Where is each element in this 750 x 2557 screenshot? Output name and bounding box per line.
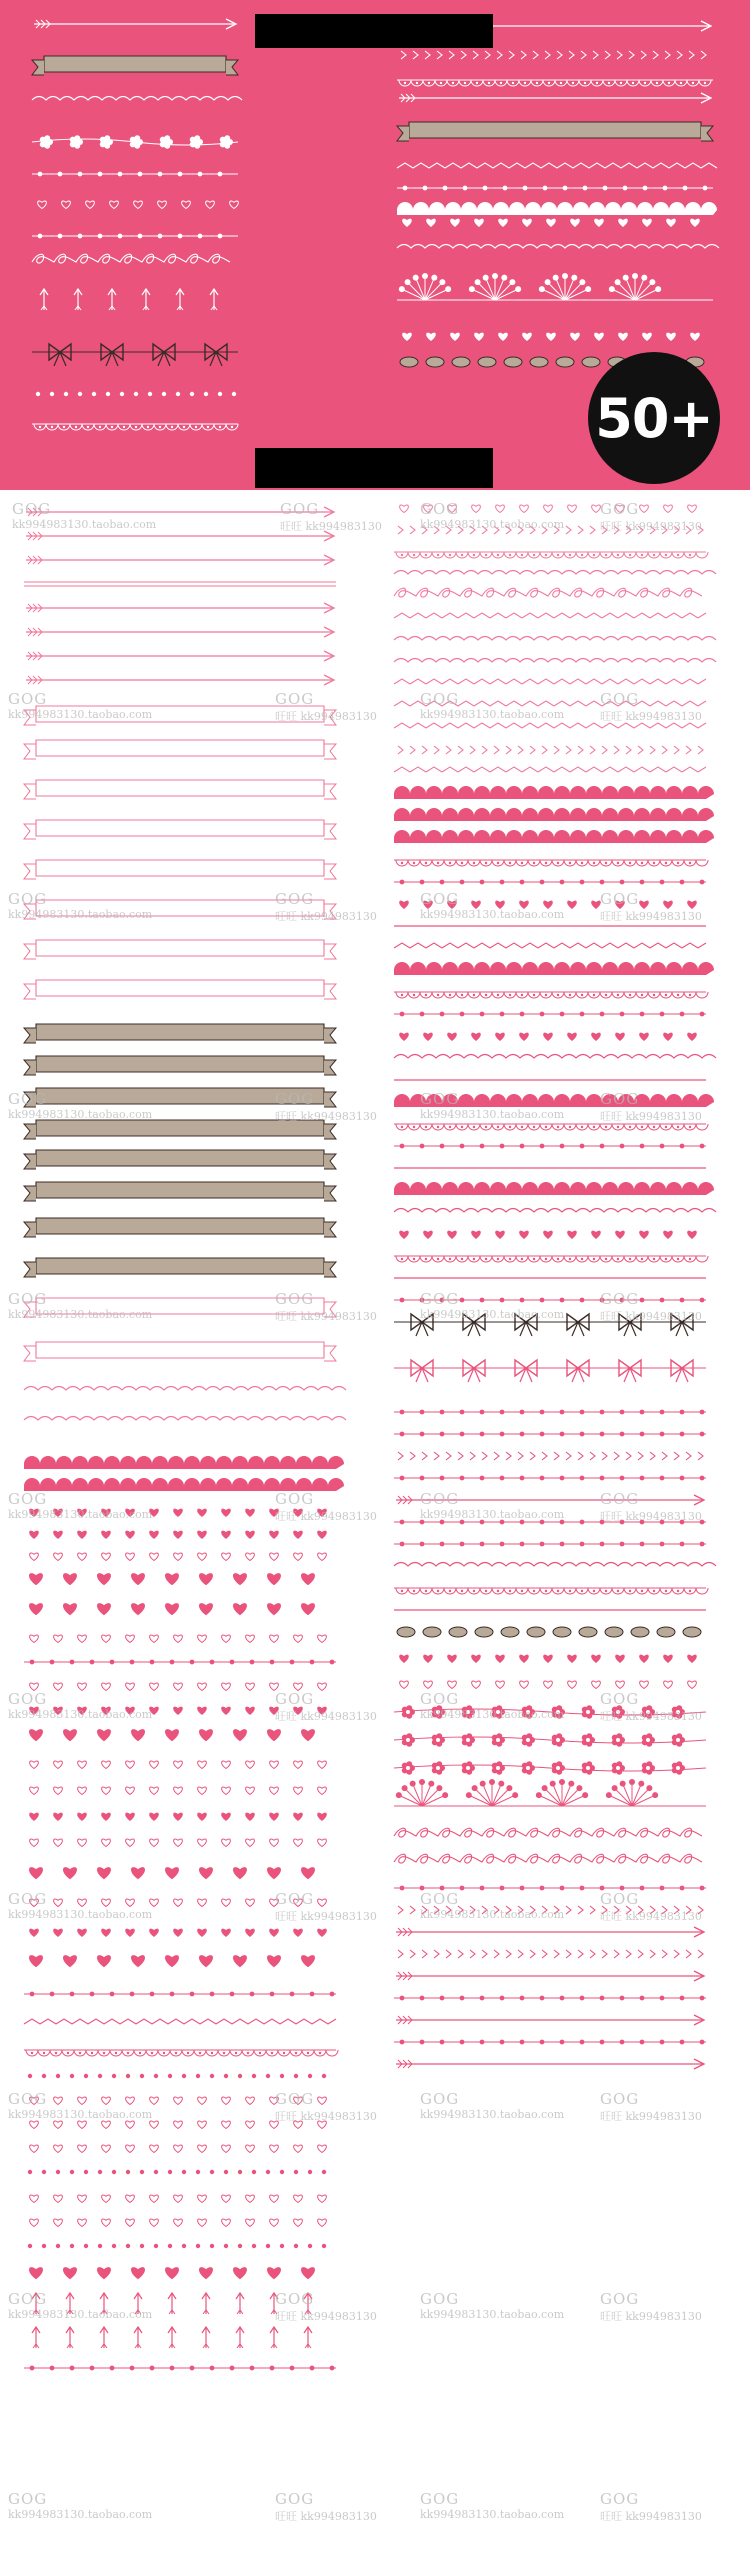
arrowsvert-61-border (32, 2327, 312, 2348)
swirl-4-border (394, 588, 702, 597)
hearts-24-border (399, 1033, 697, 1041)
leavestan-49-border (397, 1627, 701, 1637)
ribbonfill-18-border (24, 1088, 336, 1107)
watermark-shop: kk994983130.taobao.com (420, 908, 565, 921)
watermark-shop: kk994983130.taobao.com (8, 1508, 153, 1521)
hero-row (402, 219, 700, 227)
ribbonfill-17-border (24, 1056, 336, 1075)
dotsline-23-border (394, 1012, 706, 1017)
lace-50-border (24, 2050, 338, 2056)
ribbon-14-border (24, 940, 336, 959)
hero-zigzag-6-border (397, 163, 717, 168)
watermark-shop: kk994983130.taobao.com (420, 1708, 565, 1721)
watermark-shop: 旺旺 kk994983130 (600, 1310, 702, 1323)
flowers-53-border (394, 1733, 706, 1747)
watermark-shop: 旺旺 kk994983130 (280, 520, 382, 533)
heartsout-37-border (30, 1683, 327, 1691)
watermark-brand: GOG (275, 2290, 315, 2308)
watermark-shop: 旺旺 kk994983130 (275, 1310, 377, 1323)
scallop-13-border (394, 786, 714, 799)
hero-row (32, 234, 238, 239)
watermark-shop: kk994983130.taobao.com (420, 1108, 565, 1121)
watermark-shop: kk994983130.taobao.com (420, 2108, 565, 2121)
hero-row (397, 80, 713, 86)
catalog-left-column (22, 490, 372, 2557)
watermark-shop: 旺旺 kk994983130 (600, 2310, 702, 2323)
heartsout-43-border (30, 1839, 327, 1847)
watermark-brand: GOG (8, 1490, 48, 1508)
arrow-2-border (26, 555, 334, 565)
ribbonfill-23-border (24, 1258, 336, 1277)
hero-row (32, 254, 230, 263)
watermark-brand: GOG (420, 1490, 460, 1508)
ribbon-10-border (24, 780, 336, 799)
watermark-brand: GOG (275, 1890, 315, 1908)
arrow-64-border (396, 2015, 704, 2025)
watermark-shop: 旺旺 kk994983130 (600, 2110, 702, 2123)
watermark-brand: GOG (600, 890, 640, 908)
scallop-21-border (394, 962, 714, 975)
hero-row (36, 392, 236, 396)
watermark-shop: kk994983130.taobao.com (8, 2508, 153, 2521)
hero-column (397, 21, 719, 367)
watermark-shop: 旺旺 kk994983130 (600, 1710, 702, 1723)
arrowsvert-60-border (32, 2293, 312, 2314)
watermark-shop: 旺旺 kk994983130 (275, 1510, 377, 1523)
dotsline-36-border (24, 1660, 336, 1665)
watermark-shop: 旺旺 kk994983130 (600, 2510, 702, 2523)
hero-bows-10-border (32, 344, 238, 366)
hero-row (32, 56, 238, 75)
hero-row (402, 333, 700, 341)
wave-26-border (24, 1387, 346, 1391)
dotsline-40-border (394, 1432, 706, 1437)
watermark-shop: kk994983130.taobao.com (420, 1508, 565, 1521)
watermark-brand: GOG (8, 1090, 48, 1108)
bigheartsfill-59-border (29, 2267, 315, 2279)
redaction-bar-bottom (255, 448, 493, 488)
hero-lace-12-border (32, 424, 238, 430)
zigzag-8-border (394, 679, 706, 684)
hero-dotsline-7-border (397, 186, 713, 191)
watermark-brand: GOG (275, 1490, 315, 1508)
watermark-brand: GOG (8, 890, 48, 908)
scallop-14-border (394, 808, 714, 821)
watermark-shop: kk994983130.taobao.com (420, 2508, 565, 2521)
watermark-brand: GOG (420, 1290, 460, 1308)
hero-arrowsvert-9-border (40, 289, 218, 310)
watermark-shop: kk994983130.taobao.com (8, 1308, 153, 1321)
lace-16-border (394, 860, 708, 866)
arrow-7-border (26, 675, 334, 685)
dotsline-42-border (394, 1476, 706, 1481)
lace-22-border (394, 992, 708, 998)
watermark-brand: GOG (420, 2290, 460, 2308)
hero-row (397, 245, 719, 249)
watermark-shop: 旺旺 kk994983130 (275, 1110, 377, 1123)
heartsout-0-border (400, 505, 697, 513)
watermark-brand: GOG (8, 2490, 48, 2508)
hearts-30-border (29, 1509, 327, 1517)
dotsline-45-border (394, 1542, 706, 1547)
hero-row (397, 163, 717, 168)
bigheartsfill-44-border (29, 1867, 315, 1879)
hearts-50-border (399, 1655, 697, 1663)
hero-ribbonfill-2-border (32, 56, 238, 75)
hearts-42-border (29, 1813, 327, 1821)
ribbon-11-border (24, 820, 336, 839)
dotsline-63-border (394, 1996, 706, 2001)
hero-heartsout-6-border (38, 201, 239, 209)
hero-row (40, 289, 218, 310)
arrow-6-border (26, 651, 334, 661)
zigzag-49-border (24, 2019, 336, 2024)
watermark-brand: GOG (275, 2090, 315, 2108)
heartsout-54-border (30, 2145, 327, 2153)
arrow-4-border (26, 603, 334, 613)
watermark-brand: GOG (12, 500, 52, 518)
heartsout-40-border (30, 1761, 327, 1769)
hero-scallop-8-border (397, 202, 717, 215)
dotsline-17-border (394, 880, 706, 885)
watermark-brand: GOG (600, 1290, 640, 1308)
wave-7-border (394, 659, 716, 663)
heartsout-45-border (30, 1899, 327, 1907)
watermark-brand: GOG (275, 1690, 315, 1708)
ribbonfill-19-border (24, 1120, 336, 1139)
count-badge (588, 352, 720, 484)
watermark-brand: GOG (275, 1090, 315, 1108)
hero-column (32, 19, 242, 430)
hero-dotsonly-11-border (36, 392, 236, 396)
watermark-brand: GOG (8, 2290, 48, 2308)
dotsline-29-border (394, 1144, 706, 1149)
hero-row (32, 172, 238, 177)
count-badge-text: 50+ (595, 386, 713, 450)
watermark-brand: GOG (420, 2090, 460, 2108)
watermark-shop: 旺旺 kk994983130 (600, 520, 702, 533)
watermark-shop: kk994983130.taobao.com (8, 908, 153, 921)
chevrons-41-border (398, 1452, 703, 1460)
ribbon-24-border (24, 1298, 336, 1317)
watermark-brand: GOG (420, 1090, 460, 1108)
watermark-shop: kk994983130.taobao.com (420, 2308, 565, 2321)
watermark-shop: 旺旺 kk994983130 (275, 2310, 377, 2323)
hero-fan-11-border (397, 273, 713, 300)
watermark-shop: kk994983130.taobao.com (12, 518, 157, 531)
right-column-borders (392, 490, 742, 2557)
hero-ribbonfill-5-border (397, 122, 713, 141)
hero-arrow-4-border (399, 93, 711, 103)
watermark-shop: 旺旺 kk994983130 (275, 710, 377, 723)
heartsout-53-border (30, 2121, 327, 2129)
dotsline-39-border (394, 1410, 706, 1415)
watermark-brand: GOG (8, 1690, 48, 1708)
watermark-brand: GOG (600, 690, 640, 708)
swirl-56-border (394, 1828, 702, 1837)
watermark-shop: 旺旺 kk994983130 (600, 1510, 702, 1523)
hero-row (397, 186, 713, 191)
hero-row (32, 344, 238, 366)
ribbon-12-border (24, 860, 336, 879)
zigzag-12-border (394, 767, 706, 772)
watermark-brand: GOG (8, 690, 48, 708)
chevrons-59-border (398, 1906, 703, 1914)
chevrons-11-border (398, 746, 703, 754)
lace-47-border (394, 1588, 708, 1594)
wave-27-border (24, 1417, 346, 1421)
watermark-brand: GOG (275, 2490, 315, 2508)
ribbon-13-border (24, 900, 336, 919)
watermark-brand: GOG (420, 500, 460, 518)
hero-row (401, 51, 706, 59)
watermark-shop: kk994983130.taobao.com (8, 1108, 153, 1121)
wave-32-border (394, 1209, 716, 1213)
wave-3-border (394, 571, 716, 575)
arrow-66-border (396, 2059, 704, 2069)
borders-catalog (0, 490, 750, 2557)
ribbonfill-20-border (24, 1150, 336, 1169)
hero-row (397, 202, 717, 215)
watermark-shop: kk994983130.taobao.com (8, 2308, 153, 2321)
hero-row (32, 97, 242, 101)
hero-chevrons-2-border (401, 51, 706, 59)
heartsout-52-border (30, 2097, 327, 2105)
watermark-brand: GOG (420, 690, 460, 708)
watermark-shop: kk994983130.taobao.com (420, 708, 565, 721)
watermark-brand: GOG (600, 2090, 640, 2108)
watermark-shop: kk994983130.taobao.com (8, 2108, 153, 2121)
hero-wave-10-border (397, 245, 719, 249)
flowers-54-border (394, 1761, 706, 1775)
hero-dotsline-5-border (32, 172, 238, 177)
hearts-31-border (29, 1531, 327, 1539)
watermark-brand: GOG (600, 1490, 640, 1508)
dotsline-65-border (394, 2040, 706, 2045)
dotsonly-55-border (28, 2170, 326, 2174)
dotsonly-51-border (28, 2074, 326, 2078)
dotsline-48-border (24, 1992, 336, 1997)
heartsout-57-border (30, 2219, 327, 2227)
ribbon-9-border (24, 740, 336, 759)
hero-row (34, 19, 236, 29)
hero-dotsline-7-border (32, 234, 238, 239)
hero-swirl-8-border (32, 254, 230, 263)
watermark-shop: 旺旺 kk994983130 (600, 910, 702, 923)
watermark-brand: GOG (8, 1890, 48, 1908)
dotsline-44-border (394, 1520, 706, 1525)
scallop-29-border (24, 1478, 344, 1491)
ribbonfill-22-border (24, 1218, 336, 1237)
ribbonfill-21-border (24, 1182, 336, 1201)
arrow-1-border (26, 531, 334, 541)
flowers-52-border (394, 1705, 706, 1719)
watermark-brand: GOG (280, 500, 320, 518)
redaction-bar-top (255, 14, 493, 48)
watermark-shop: 旺旺 kk994983130 (275, 1910, 377, 1923)
watermark-brand: GOG (8, 1290, 48, 1308)
hero-row (38, 201, 239, 209)
arrow-43-border (396, 1495, 704, 1505)
arrow-60-border (396, 1927, 704, 1937)
chevrons-61-border (398, 1950, 703, 1958)
left-column-borders (22, 490, 372, 2557)
hero-row (399, 93, 711, 103)
ribbon-25-border (24, 1342, 336, 1361)
watermark-brand: GOG (600, 1690, 640, 1708)
watermark-shop: kk994983130.taobao.com (8, 1908, 153, 1921)
doubleline-3-border (24, 582, 336, 586)
watermark-brand: GOG (275, 890, 315, 908)
watermark-brand: GOG (275, 1290, 315, 1308)
heartsout-56-border (30, 2195, 327, 2203)
ribbon-8-border (24, 706, 336, 725)
wave-46-border (394, 1563, 716, 1567)
bigheartsfill-33-border (29, 1573, 315, 1585)
bows-38-border (394, 1360, 706, 1382)
dotsonly-58-border (28, 2244, 326, 2248)
watermark-brand: GOG (275, 690, 315, 708)
lace-28-border (394, 1124, 708, 1130)
hero-flowers-4-border (32, 135, 238, 149)
watermark-brand: GOG (600, 1890, 640, 1908)
hero-row (32, 424, 238, 430)
dotsline-58-border (394, 1886, 706, 1891)
hero-row (32, 135, 238, 149)
watermark-shop: kk994983130.taobao.com (8, 1708, 153, 1721)
watermark-shop: 旺旺 kk994983130 (275, 2110, 377, 2123)
zigzag-5-border (394, 613, 706, 618)
watermark-brand: GOG (420, 1890, 460, 1908)
hero-lace-3-border (397, 80, 713, 86)
hearts-18-border (399, 901, 697, 909)
heartsout-32-border (30, 1553, 327, 1561)
hero-row (397, 273, 713, 300)
bigheartsfill-34-border (29, 1603, 315, 1615)
hearts-46-border (29, 1929, 327, 1937)
watermark-shop: 旺旺 kk994983130 (600, 1910, 702, 1923)
chevrons-1-border (398, 526, 703, 534)
hero-hearts-9-border (402, 219, 700, 227)
zigzag-9-border (394, 701, 706, 706)
bigheartsfill-39-border (29, 1729, 315, 1741)
bows-37-border (394, 1314, 706, 1336)
bigheartsfill-47-border (29, 1955, 315, 1967)
watermark-shop: kk994983130.taobao.com (420, 1908, 565, 1921)
watermark-shop: 旺旺 kk994983130 (275, 910, 377, 923)
watermark-shop: 旺旺 kk994983130 (600, 710, 702, 723)
watermark-brand: GOG (420, 2490, 460, 2508)
scallop-15-border (394, 830, 714, 843)
watermark-shop: kk994983130.taobao.com (420, 518, 565, 531)
heartsout-35-border (30, 1635, 327, 1643)
scallop-28-border (24, 1456, 344, 1469)
heartsout-41-border (30, 1787, 327, 1795)
arrow-5-border (26, 627, 334, 637)
hearts-38-border (29, 1707, 327, 1715)
watermark-shop: kk994983130.taobao.com (420, 1308, 565, 1321)
hero-row (397, 122, 713, 141)
scallop-27-border (394, 1094, 714, 1107)
dotsline-62-border (24, 2366, 336, 2371)
catalog-right-column (392, 490, 742, 2557)
hero-wave-3-border (32, 97, 242, 101)
watermark-brand: GOG (420, 1690, 460, 1708)
watermark-shop: 旺旺 kk994983130 (275, 1710, 377, 1723)
fan-55-border (394, 1779, 706, 1806)
ribbonfill-16-border (24, 1024, 336, 1043)
watermark-brand: GOG (600, 2490, 640, 2508)
watermark-brand: GOG (8, 2090, 48, 2108)
hero-banner (0, 0, 750, 490)
hero-hearts-12-border (402, 333, 700, 341)
swirl-57-border (394, 1854, 702, 1863)
wave-25-border (394, 1055, 716, 1059)
zigzag-20-border (394, 943, 706, 948)
watermark-shop: 旺旺 kk994983130 (275, 2510, 377, 2523)
watermark-shop: 旺旺 kk994983130 (600, 1110, 702, 1123)
watermark-brand: GOG (420, 890, 460, 908)
watermark-brand: GOG (600, 1090, 640, 1108)
arrow-0-border (26, 507, 334, 517)
watermark-brand: GOG (600, 2290, 640, 2308)
watermark-shop: kk994983130.taobao.com (8, 708, 153, 721)
lace-34-border (394, 1256, 708, 1262)
hearts-33-border (399, 1231, 697, 1239)
arrow-62-border (396, 1971, 704, 1981)
watermark-brand: GOG (600, 500, 640, 518)
scallop-31-border (394, 1182, 714, 1195)
zigzag-10-border (394, 723, 706, 728)
heartsout-51-border (400, 1681, 697, 1689)
ribbon-15-border (24, 980, 336, 999)
wave-6-border (394, 637, 716, 641)
dotsline-36-border (394, 1298, 706, 1303)
lace-2-border (394, 552, 708, 558)
hero-arrow-1-border (34, 19, 236, 29)
